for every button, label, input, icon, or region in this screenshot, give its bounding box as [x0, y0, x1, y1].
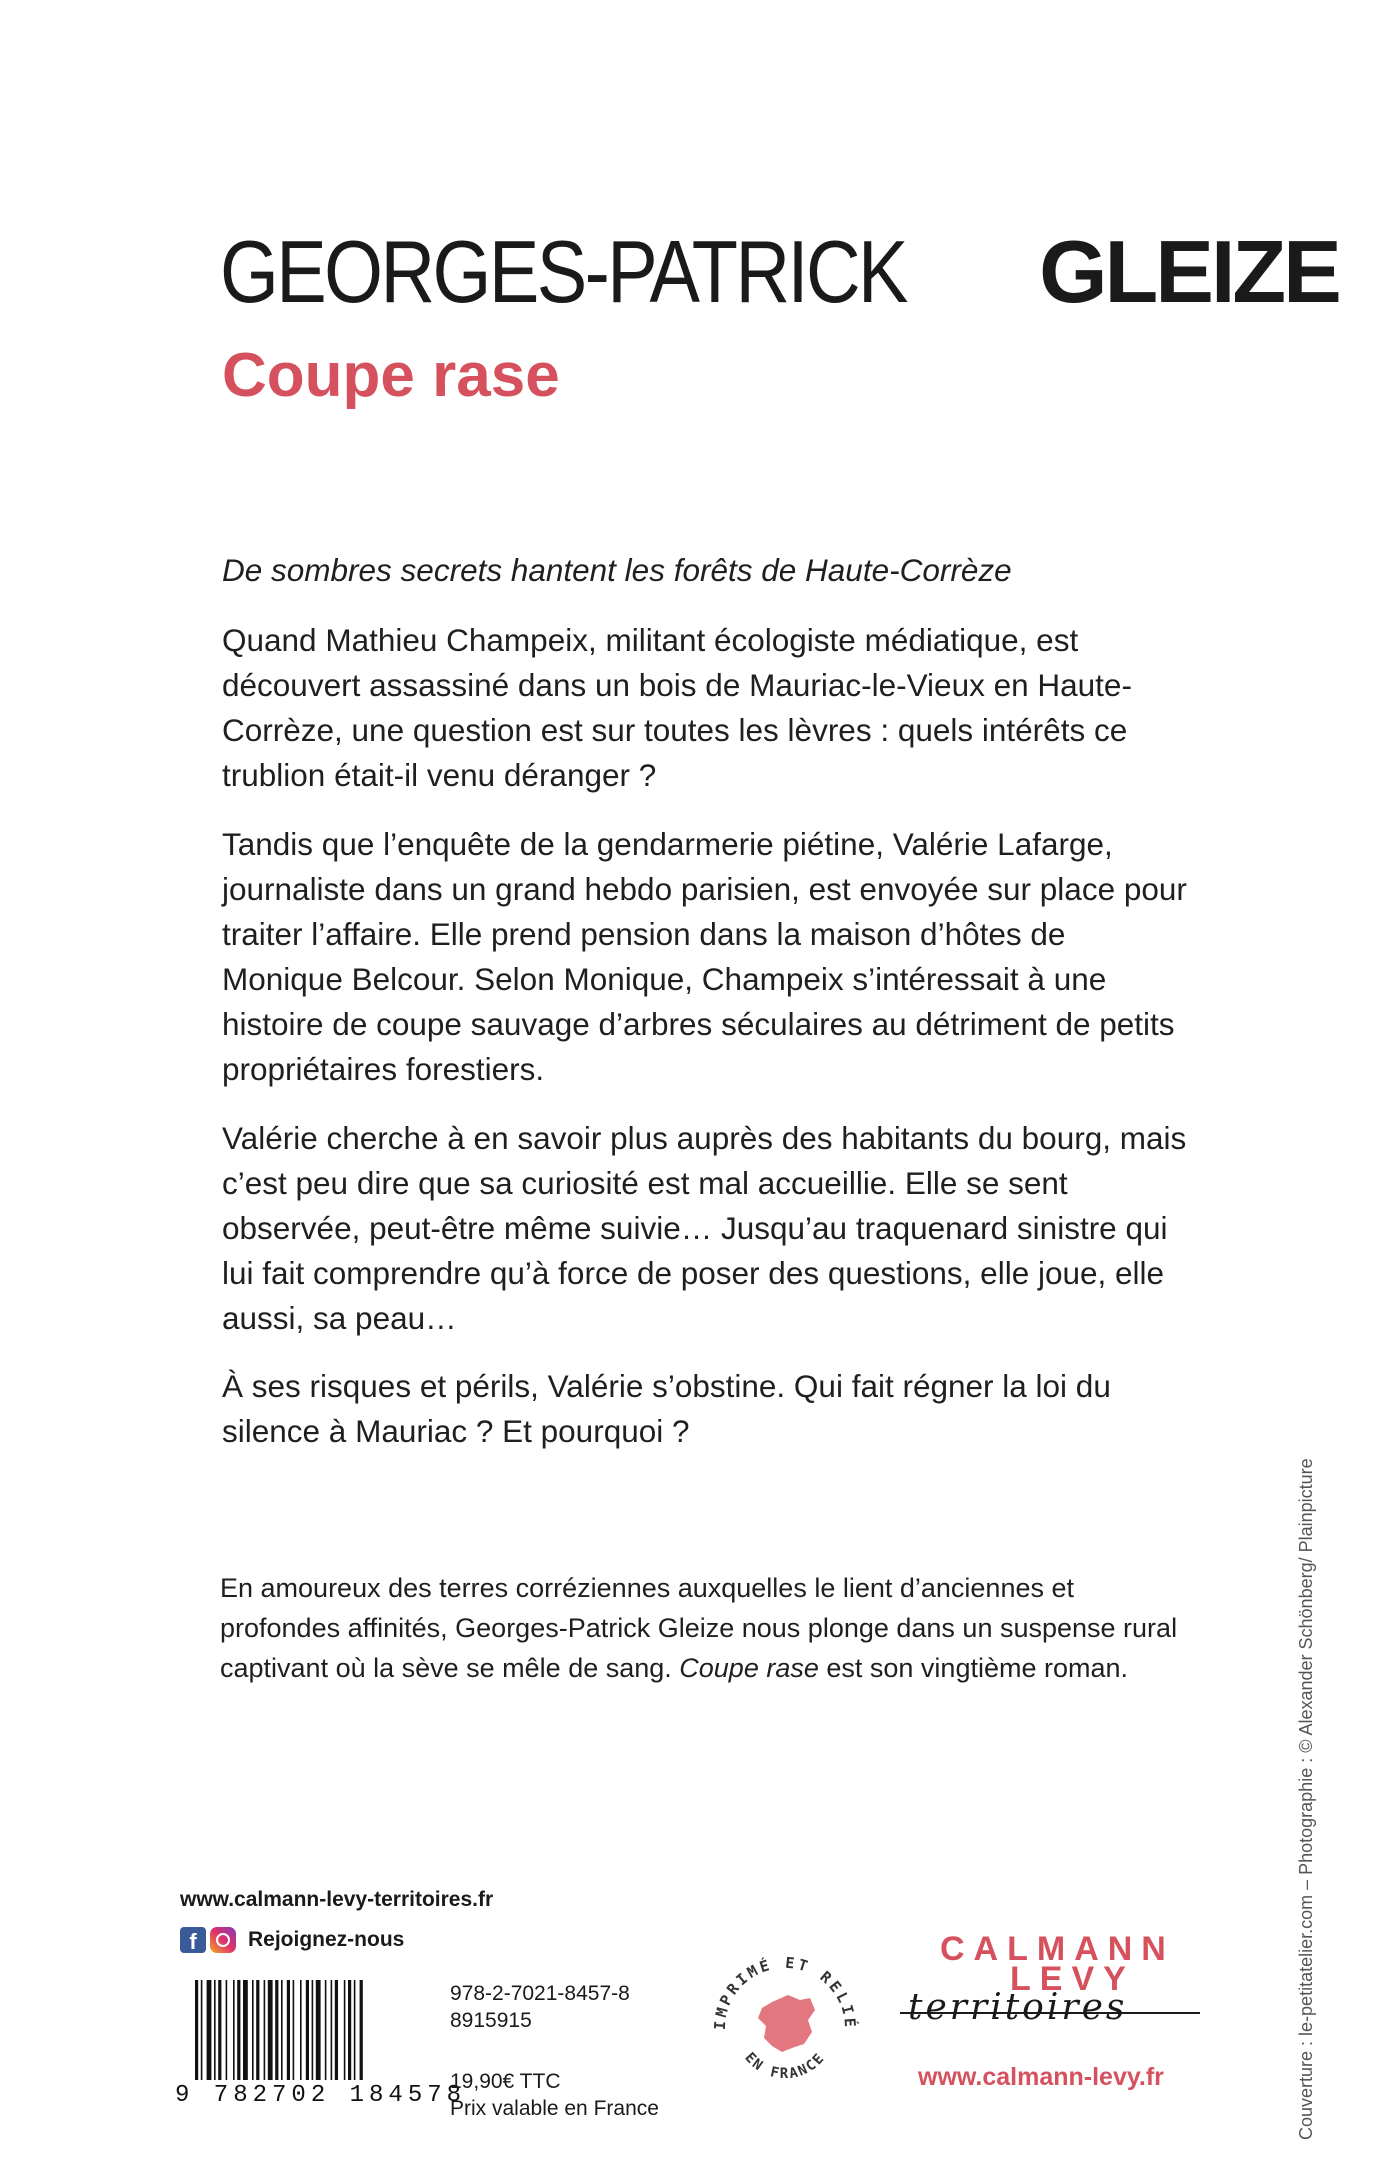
france-map-icon [758, 1995, 815, 2052]
isbn: 978-2-7021-8457-8 [450, 1982, 630, 2005]
barcode-bar [264, 1980, 266, 2080]
price-note: Prix valable en France [450, 2097, 659, 2120]
barcode-bar [293, 1980, 295, 2080]
facebook-icon[interactable]: f [180, 1927, 206, 1953]
barcode-bar [281, 1980, 283, 2080]
bio-text: En amoureux des terres corréziennes auxquelles le lient d’anciennes et profondes affinités, Georges-Patrick Gleize nous plonge dans un suspense rural captivant où la sève se mêle de sang. [220, 1573, 1178, 1683]
barcode-bar [268, 1980, 273, 2080]
publisher-logo-calmann: CALMANN [940, 1930, 1175, 1968]
barcode-bar [287, 1980, 290, 2080]
barcode-bar [214, 1980, 216, 2080]
barcode-bar [306, 1980, 309, 2080]
social-links [180, 1927, 404, 1953]
blurb-paragraph-1: Quand Mathieu Champeix, militant écologiste médiatique, est découvert assassiné dans un bois de Mauriac-le-Vieux en Haute-Corrèze, une question est sur toutes les lèvres : quels intérêts ce trublion était-il venu déranger ? [222, 622, 1132, 793]
blurb-paragraph-3: Valérie cherche à en savoir plus auprès des habitants du bourg, mais c’est peu dire que sa curiosité est mal accueillie. Elle se sent observée, peut-être même suivie… Jusqu’au traquenard sinistre qui lui fait comprendre qu’à force de poser des questions, elle joue, elle aussi, sa peau… [222, 1120, 1187, 1336]
barcode-bar [354, 1980, 356, 2080]
territoires-website-link[interactable]: www.calmann-levy-territoires.fr [180, 1888, 494, 1911]
barcode-bar [256, 1980, 259, 2080]
publisher-logo-levy: LEVY [1010, 1960, 1135, 1998]
instagram-icon[interactable] [210, 1927, 236, 1953]
barcode-bar [275, 1980, 278, 2080]
cover-credit: Couverture : le-petitatelier.com – Photographie : © Alexander Schönberg/ Plainpicture [1296, 1458, 1316, 2140]
barcode [195, 1980, 435, 2080]
barcode-bar [237, 1980, 240, 2080]
barcode-bar [195, 1980, 198, 2080]
stamp-top-text: IMPRIMÉ ET RELIÉ [710, 1953, 860, 2031]
blurb-paragraph-2: Tandis que l’enquête de la gendarmerie piétine, Valérie Lafarge, journaliste dans un grand hebdo parisien, est envoyée sur place pour traiter l’affaire. Elle prend pension dans la maison d’hôtes de Monique Belcour. Selon Monique, Champeix s’intéressait à une histoire de coupe sauvage d’arbres séculaires au détriment de petits propriétaires forestiers. [222, 826, 1187, 1087]
price-block [450, 2068, 659, 2122]
barcode-bar [360, 1980, 363, 2080]
barcode-bar [226, 1980, 228, 2080]
bio-text-end: est son vingtième roman. [818, 1653, 1129, 1683]
isbn-block [450, 1980, 630, 2034]
barcode-bar [331, 1980, 333, 2080]
price: 19,90€ TTC [450, 2070, 561, 2093]
barcode-bar [207, 1980, 212, 2080]
author-last-name: GLEIZE [1039, 222, 1339, 321]
barcode-bar [348, 1980, 351, 2080]
blurb-paragraph-4: À ses risques et périls, Valérie s’obstine. Qui fait régner la loi du silence à Mauriac ? Et pourquoi ? [222, 1368, 1111, 1449]
bio-title: Coupe rase [679, 1653, 819, 1683]
author-name [220, 222, 1339, 321]
barcode-bar [218, 1980, 221, 2080]
book-title: Coupe rase [222, 341, 560, 410]
printed-in-france-stamp [700, 1940, 870, 2110]
barcode-bar [312, 1980, 314, 2080]
barcode-bar [233, 1980, 235, 2080]
author-bio [220, 1568, 1180, 1688]
barcode-bar [252, 1980, 254, 2080]
barcode-bar [325, 1980, 327, 2080]
barcode-bar [300, 1980, 302, 2080]
stamp-bottom-text: EN FRANCE [741, 2049, 829, 2083]
barcode-bar [316, 1980, 321, 2080]
barcode-number: 9 782702 184578 [175, 2082, 467, 2109]
publisher-website-link[interactable]: www.calmann-levy.fr [918, 2063, 1164, 2091]
barcode-bar [201, 1980, 203, 2080]
product-code: 8915915 [450, 2009, 532, 2032]
barcode-bar [335, 1980, 338, 2080]
author-first-name: GEORGES-PATRICK [220, 222, 906, 321]
barcode-bar [344, 1980, 346, 2080]
publisher-logo-territoires: territoires [908, 1987, 1128, 2028]
social-label: Rejoignez-nous [248, 1928, 405, 1951]
tagline: De sombres secrets hantent les forêts de Haute-Corrèze [222, 552, 1012, 588]
svg-text:EN FRANCE [741, 2050, 828, 2082]
barcode-bar [243, 1980, 248, 2080]
